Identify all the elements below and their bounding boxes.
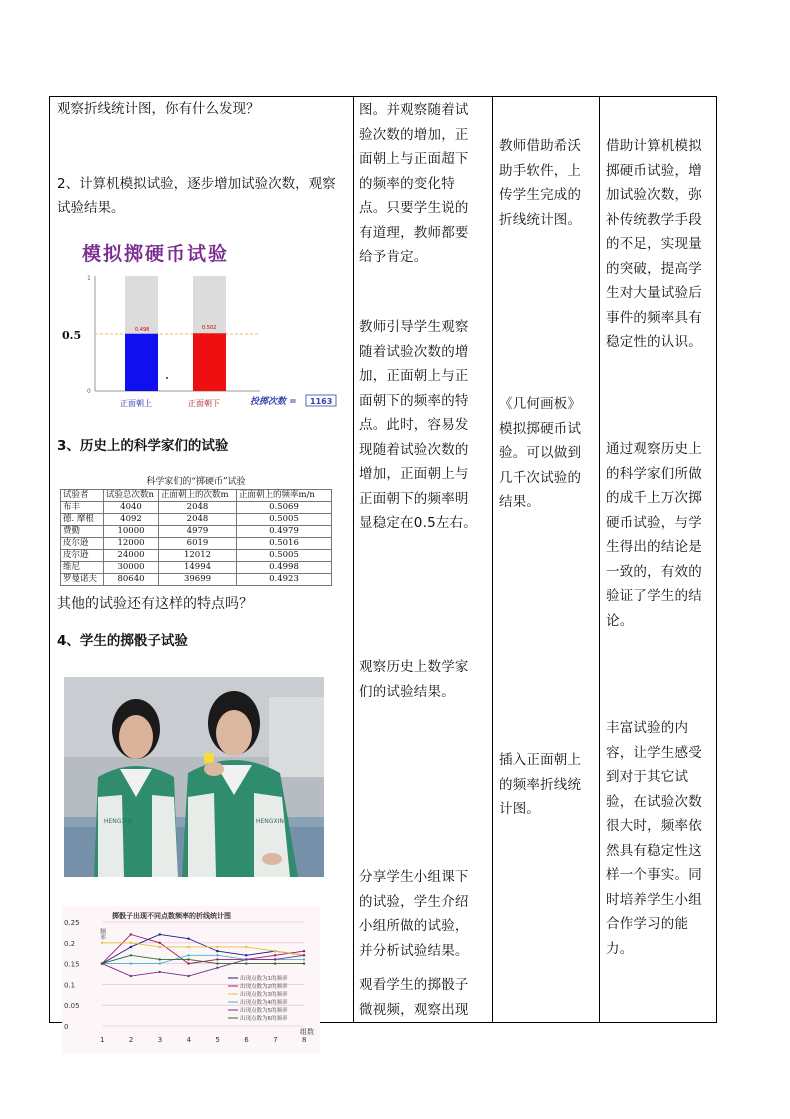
- coin-bar-label-1: 正面朝上: [120, 399, 152, 408]
- text-line: 分享学生小组课下: [359, 869, 469, 885]
- dice-legend-entry: 出现点数为1的频率: [240, 976, 288, 982]
- table-cell: 布丰: [61, 502, 104, 514]
- text-line: 观看学生的掷骰子: [359, 977, 469, 993]
- text-line: 面朝上与正面超下: [359, 151, 469, 167]
- table-cell: 24000: [104, 550, 159, 562]
- text-line: 生对大量试验后: [606, 285, 702, 301]
- step-2-text: 2、计算机模拟试验，逐步增加试验次数，观察试验结果。: [57, 176, 336, 216]
- table-cell: 0.5005: [237, 550, 332, 562]
- scientists-table-caption: 科学家们的“掷硬币”试验: [146, 477, 246, 487]
- table-cell: 14994: [159, 562, 237, 574]
- table-cell: 皮尔逊: [61, 538, 104, 550]
- dice-data-point: [274, 954, 276, 956]
- dice-data-point: [159, 971, 161, 973]
- dice-data-point: [101, 942, 103, 944]
- table-header: 正面朝上的次数m: [159, 490, 237, 502]
- text-line: 加试验次数，弥: [606, 187, 702, 203]
- text-line: 然具有稳定性这: [606, 842, 702, 859]
- dice-x-tick: 7: [273, 1036, 278, 1044]
- dice-data-point: [303, 954, 305, 956]
- dice-data-point: [245, 946, 247, 948]
- dice-data-point: [216, 958, 218, 960]
- text-line: 结果。: [499, 494, 541, 510]
- table-header: 试验者: [61, 490, 104, 502]
- dice-data-point: [187, 946, 189, 948]
- dice-data-point: [245, 954, 247, 956]
- observe-question: 观察折线统计图，你有什么发现？: [57, 101, 260, 117]
- text-line: 给予肯定。: [359, 249, 428, 265]
- table-cell: 维尼: [61, 562, 104, 574]
- text-line: 事件的频率具有: [606, 309, 702, 326]
- dice-x-tick: 6: [244, 1036, 249, 1044]
- dice-legend-entry: 出现点数为4的频率: [240, 1000, 288, 1006]
- text-line: 有道理，教师都要: [359, 224, 469, 241]
- dice-data-point: [187, 937, 189, 939]
- dice-data-point: [130, 946, 132, 948]
- table-row: [61, 514, 332, 526]
- coin-bar-heads-up: [125, 334, 158, 391]
- dice-y-tick: 0.2: [64, 939, 76, 948]
- dice-y-tick: 0.05: [64, 1002, 80, 1011]
- table-cell: 0.5005: [237, 514, 332, 526]
- throws-value: 1163: [310, 397, 333, 406]
- table-cell: 4092: [104, 514, 159, 526]
- text-line: 丰富试验的内: [606, 720, 689, 736]
- dice-y-tick: 0.15: [64, 960, 80, 969]
- dice-data-point: [216, 950, 218, 952]
- text-line: 验。可以做到: [499, 445, 582, 461]
- text-line: 现随着试验次数的: [359, 441, 469, 458]
- table-cell: 39699: [159, 574, 237, 586]
- jacket-text-right: HENGXIN: [256, 818, 284, 825]
- text-line: 硬币试验，与学: [606, 514, 702, 531]
- dice-data-point: [130, 954, 132, 956]
- table-row: [61, 502, 332, 514]
- dice-y-tick: 0.25: [64, 919, 80, 927]
- text-line: 的科学家们所做: [606, 465, 702, 482]
- col3-paragraph-2: [499, 392, 581, 515]
- table-header-row: [61, 490, 332, 502]
- text-line: 折线统计图。: [499, 211, 582, 228]
- col3-paragraph-1: [499, 134, 581, 232]
- text-line: 通过观察历史上: [606, 441, 702, 457]
- text-line: 教师引导学生观察: [359, 319, 469, 335]
- table-cell: 12012: [159, 550, 237, 562]
- text-line: 教师借助希沃: [499, 138, 582, 154]
- text-line: 加，正面朝上与正: [359, 368, 469, 384]
- scientists-table: [60, 476, 332, 586]
- text-line: 借助计算机模拟: [606, 138, 702, 154]
- text-line: 的频率折线统: [499, 776, 582, 793]
- text-line: 插入正面朝上: [499, 752, 582, 768]
- dice-x-tick: 5: [215, 1036, 220, 1044]
- step-4-heading: 4、学生的掷骰子试验: [57, 633, 188, 649]
- col3-paragraph-3: [499, 748, 581, 822]
- text-line: 的突破，提高学: [606, 260, 702, 277]
- dice-data-point: [274, 950, 276, 952]
- dice-frequency-chart: [62, 906, 320, 1054]
- text-line: 增加，正面朝上与: [359, 466, 469, 482]
- dice-x-tick: 4: [186, 1036, 192, 1044]
- table-cell: 皮尔逊: [61, 550, 104, 562]
- table-cell: 10000: [104, 526, 159, 538]
- dice-data-point: [303, 962, 305, 964]
- dice-data-point: [274, 958, 276, 960]
- dice-x-tick: 2: [128, 1036, 134, 1044]
- text-line: 容，让学生感受: [606, 744, 702, 761]
- table-cell: 80640: [104, 574, 159, 586]
- dice-chart-title: 掷骰子出现不同点数频率的折线统计图: [112, 912, 231, 920]
- dice-data-point: [187, 954, 189, 956]
- dice-data-point: [159, 946, 161, 948]
- dice-data-point: [245, 958, 247, 960]
- text-line: 生得出的结论是: [606, 539, 702, 555]
- dice-data-point: [159, 958, 161, 960]
- text-line: 几千次试验的: [499, 469, 582, 486]
- table-cell: 4979: [159, 526, 237, 538]
- table-cell: 30000: [104, 562, 159, 574]
- text-line: 显稳定在0.5左右。: [359, 515, 477, 531]
- text-line: 很大时，频率依: [606, 818, 702, 834]
- dice-legend-entry: 出现点数为6的频率: [240, 1016, 288, 1022]
- dice-y-tick: 0: [64, 1023, 69, 1031]
- text-line: 样一个事实。同: [606, 867, 702, 883]
- coin-y-tick-1: 1: [87, 275, 91, 282]
- dice-data-point: [187, 975, 189, 977]
- text-line: 《几何画板》: [499, 396, 582, 412]
- text-line: 点。只要学生说的: [359, 200, 469, 216]
- dice-data-point: [216, 946, 218, 948]
- table-row: [61, 538, 332, 550]
- table-row: [61, 550, 332, 562]
- text-line: 面朝下的频率的特: [359, 392, 469, 409]
- coin-bar-value-1: 0.498: [135, 327, 150, 333]
- text-line: 图。并观察随着试: [359, 102, 469, 118]
- step-3-heading: 3、历史上的科学家们的试验: [57, 438, 229, 454]
- col2-paragraph-5: [359, 973, 469, 1022]
- text-line: 论。: [606, 612, 634, 629]
- table-cell: 罗曼诺夫: [61, 574, 104, 586]
- table-cell: 0.5016: [237, 538, 332, 550]
- text-line: 正面朝下的频率明: [359, 490, 469, 507]
- col4-paragraph-2: [606, 437, 702, 633]
- text-line: 传学生完成的: [499, 187, 582, 203]
- coin-simulation-chart: [62, 238, 342, 408]
- dice-x-tick: 3: [157, 1036, 163, 1044]
- text-line: 合作学习的能: [606, 916, 689, 932]
- col4-paragraph-1: [606, 134, 702, 355]
- text-line: 掷硬币试验，增: [606, 162, 702, 179]
- text-line: 的频率的变化特: [359, 175, 455, 192]
- dice-data-point: [101, 962, 103, 964]
- col2-paragraph-2: [359, 315, 477, 536]
- coin-chart-title: 模拟掷硬币试验: [82, 243, 230, 265]
- dice-data-point: [303, 958, 305, 960]
- dice-legend-entry: 出现点数为2的频率: [240, 984, 288, 990]
- text-line: 验，在试验次数: [606, 793, 702, 810]
- table-header: 正面朝上的频率m/n: [237, 490, 332, 502]
- dice-chart-ylabel: 频率: [98, 928, 106, 940]
- table-cell: 德. 摩根: [61, 514, 104, 526]
- text-line: 并分析试验结果。: [359, 942, 469, 959]
- text-line: 随着试验次数的增: [359, 343, 469, 360]
- dice-legend-entry: 出现点数为5的频率: [240, 1008, 288, 1014]
- table-cell: 费勤: [61, 526, 104, 538]
- text-line: 验证了学生的结: [606, 588, 702, 604]
- text-line: 时培养学生小组: [606, 891, 702, 908]
- text-line: 助手软件，上: [499, 162, 582, 179]
- throws-label: 投掷次数 =: [250, 397, 297, 407]
- dice-data-point: [159, 942, 161, 944]
- text-line: 微视频，观察出现: [359, 1001, 469, 1018]
- col4-paragraph-3: [606, 716, 702, 961]
- table-cell: 2048: [159, 514, 237, 526]
- text-line: 计图。: [499, 801, 541, 817]
- text-line: 验次数的增加，正: [359, 126, 469, 143]
- text-line: 的不足，实现量: [606, 236, 702, 252]
- text-line: 补传统教学手段: [606, 211, 702, 228]
- dice-x-tick: 8: [302, 1036, 307, 1044]
- follow-up-question: 其他的试验还有这样的特点吗？: [57, 596, 253, 612]
- dice-y-tick: 0.1: [64, 981, 76, 990]
- coin-bar-label-2: 正面朝下: [188, 399, 220, 408]
- text-line: 的试验，学生介绍: [359, 893, 469, 910]
- dice-data-point: [130, 962, 132, 964]
- dice-data-point: [274, 962, 276, 964]
- table-cell: 4040: [104, 502, 159, 514]
- dice-data-point: [216, 954, 218, 956]
- dice-data-point: [130, 942, 132, 944]
- table-cell: 0.4923: [237, 574, 332, 586]
- dice-data-point: [130, 975, 132, 977]
- text-line: 模拟掷硬币试: [499, 420, 582, 437]
- dice-data-point: [303, 950, 305, 952]
- col2-paragraph-4: [359, 865, 469, 963]
- text-line: 点。此时，容易发: [359, 417, 469, 433]
- col2-paragraph-1: [359, 98, 469, 270]
- dice-legend-entry: 出现点数为3的频率: [240, 992, 288, 998]
- table-cell: 12000: [104, 538, 159, 550]
- dice-x-tick: 1: [100, 1036, 105, 1044]
- coin-bar-heads-down: [193, 333, 226, 391]
- table-cell: 0.4998: [237, 562, 332, 574]
- table-cell: 2048: [159, 502, 237, 514]
- dice-data-point: [187, 962, 189, 964]
- dice-chart-xlabel: 组数: [300, 1028, 314, 1036]
- text-line: 力。: [606, 940, 634, 957]
- dice-data-point: [187, 958, 189, 960]
- col2-paragraph-3: [359, 655, 469, 704]
- table-cell: 0.4979: [237, 526, 332, 538]
- text-line: 稳定性的认识。: [606, 334, 702, 350]
- coin-y-tick-0: 0: [87, 388, 91, 395]
- text-line: 们的试验结果。: [359, 683, 455, 700]
- table-row: [61, 574, 332, 586]
- coin-bar-value-2: 0.502: [202, 325, 217, 331]
- table-row: [61, 526, 332, 538]
- table-cell: 6019: [159, 538, 237, 550]
- text-line: 一致的，有效的: [606, 563, 702, 580]
- dice-data-point: [159, 962, 161, 964]
- dice-data-point: [130, 933, 132, 935]
- dice-data-point: [245, 962, 247, 964]
- column-divider: [492, 97, 493, 1022]
- column-divider: [599, 97, 600, 1022]
- table-header: 试验总次数n: [104, 490, 159, 502]
- coin-y-tick-half: 0.5: [62, 329, 82, 342]
- dice-data-point: [159, 933, 161, 935]
- column-divider: [353, 97, 354, 1022]
- text-line: 到对于其它试: [606, 769, 689, 785]
- text-line: 小组所做的试验，: [359, 918, 469, 934]
- table-cell: 0.5069: [237, 502, 332, 514]
- jacket-text-left: HENGXIN: [104, 818, 132, 825]
- dice-data-point: [216, 962, 218, 964]
- text-line: 的成千上万次掷: [606, 490, 702, 506]
- text-line: 观察历史上数学家: [359, 659, 469, 675]
- students-dice-photo: [64, 677, 324, 877]
- table-row: [61, 562, 332, 574]
- dice-data-point: [216, 967, 218, 969]
- dice-icon: [204, 753, 214, 763]
